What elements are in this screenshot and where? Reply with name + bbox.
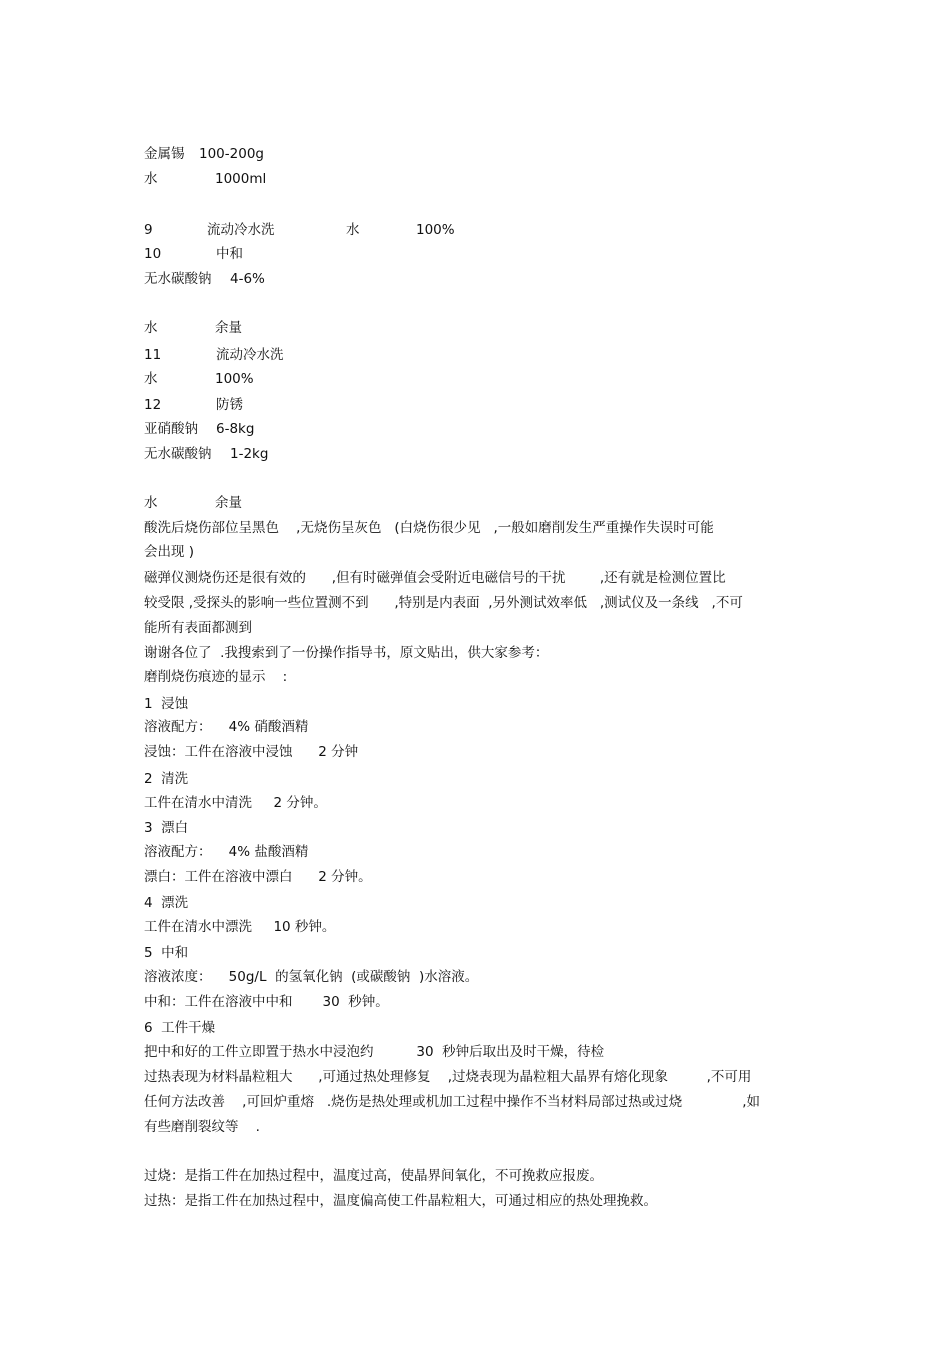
ingredient-name: 水 — [144, 320, 158, 336]
step-heading: 2 清洗 — [144, 771, 189, 787]
step-heading: 3 漂白 — [144, 820, 189, 836]
ingredient-amount: 100% — [215, 371, 254, 387]
step-detail: 浸蚀：工件在溶液中浸蚀 2 分钟 — [144, 744, 359, 760]
ingredient-amount: 1-2kg — [230, 446, 269, 462]
definition-line: 过热：是指工件在加热过程中，温度偏高使工件晶粒粗大，可通过相应的热处理挽救。 — [144, 1193, 657, 1209]
step-number: 11 — [144, 347, 162, 363]
ingredient-name: 水 — [346, 222, 360, 238]
step-heading: 1 浸蚀 — [144, 696, 189, 712]
step-title: 防锈 — [216, 397, 243, 413]
ingredient-amount: 6-8kg — [216, 421, 255, 437]
step-detail: 漂白：工件在溶液中漂白 2 分钟。 — [144, 869, 372, 885]
step-title: 流动冷水洗 — [216, 347, 284, 363]
step-detail: 溶液浓度： 50g/L 的氢氧化钠 (或碳酸钠 )水溶液。 — [144, 969, 479, 985]
ingredient-amount: 1000ml — [215, 171, 267, 187]
paragraph-line: 谢谢各位了 .我搜索到了一份操作指导书，原文贴出，供大家参考： — [144, 645, 549, 661]
paragraph-line: 较受限 ,受探头的影响一些位置测不到 ,特别是内表面 ,另外测试效率低 ,测试仪及一条线 ,不可 — [144, 595, 743, 611]
ingredient-name: 水 — [144, 495, 158, 511]
step-detail: 溶液配方： 4% 盐酸酒精 — [144, 844, 309, 860]
ingredient-amount: 100-200g — [199, 146, 264, 162]
ingredient-name: 无水碳酸钠 — [144, 446, 212, 462]
step-number: 12 — [144, 397, 162, 413]
ingredient-name: 金属锡 — [144, 146, 185, 162]
paragraph-line: 任何方法改善 ,可回炉重熔 .烧伤是热处理或机加工过程中操作不当材料局部过热或过烧 ,如 — [144, 1094, 760, 1110]
ingredient-name: 无水碳酸钠 — [144, 271, 212, 287]
step-title: 中和 — [216, 246, 243, 262]
step-number: 9 — [144, 222, 153, 238]
step-heading: 5 中和 — [144, 945, 189, 961]
ingredient-name: 水 — [144, 171, 158, 187]
definition-line: 过烧：是指工件在加热过程中，温度过高，使晶界间氧化，不可挽救应报废。 — [144, 1168, 603, 1184]
step-heading: 4 漂洗 — [144, 895, 189, 911]
ingredient-amount: 余量 — [215, 320, 242, 336]
paragraph-line: 过热表现为材料晶粒粗大 ,可通过热处理修复 ,过烧表现为晶粒粗大晶界有熔化现象 ,不可用 — [144, 1069, 752, 1085]
step-detail: 中和：工件在溶液中中和 30 秒钟。 — [144, 994, 389, 1010]
step-heading: 6 工件干燥 — [144, 1020, 216, 1036]
paragraph-line: 有些磨削裂纹等 . — [144, 1119, 260, 1135]
step-detail: 工件在清水中漂洗 10 秒钟。 — [144, 919, 336, 935]
ingredient-amount: 100% — [416, 222, 455, 238]
step-detail: 溶液配方： 4% 硝酸酒精 — [144, 719, 309, 735]
step-detail: 工件在清水中清洗 2 分钟。 — [144, 795, 327, 811]
paragraph-line: 酸洗后烧伤部位呈黑色 ,无烧伤呈灰色 (白烧伤很少见 ,一般如磨削发生严重操作失误时可能 — [144, 520, 714, 536]
ingredient-name: 水 — [144, 371, 158, 387]
ingredient-amount: 4-6% — [230, 271, 265, 287]
step-number: 10 — [144, 246, 162, 262]
paragraph-line: 会出现 ) — [144, 544, 195, 560]
step-detail: 把中和好的工件立即置于热水中浸泡约 30 秒钟后取出及时干燥，待检 — [144, 1044, 605, 1060]
paragraph-line: 能所有表面都测到 — [144, 620, 252, 636]
ingredient-amount: 余量 — [215, 495, 242, 511]
section-heading: 磨削烧伤痕迹的显示 : — [144, 669, 288, 685]
ingredient-name: 亚硝酸钠 — [144, 421, 198, 437]
step-title: 流动冷水洗 — [207, 222, 275, 238]
paragraph-line: 磁弹仪测烧伤还是很有效的 ,但有时磁弹值会受附近电磁信号的干扰 ,还有就是检测位置比 — [144, 570, 726, 586]
